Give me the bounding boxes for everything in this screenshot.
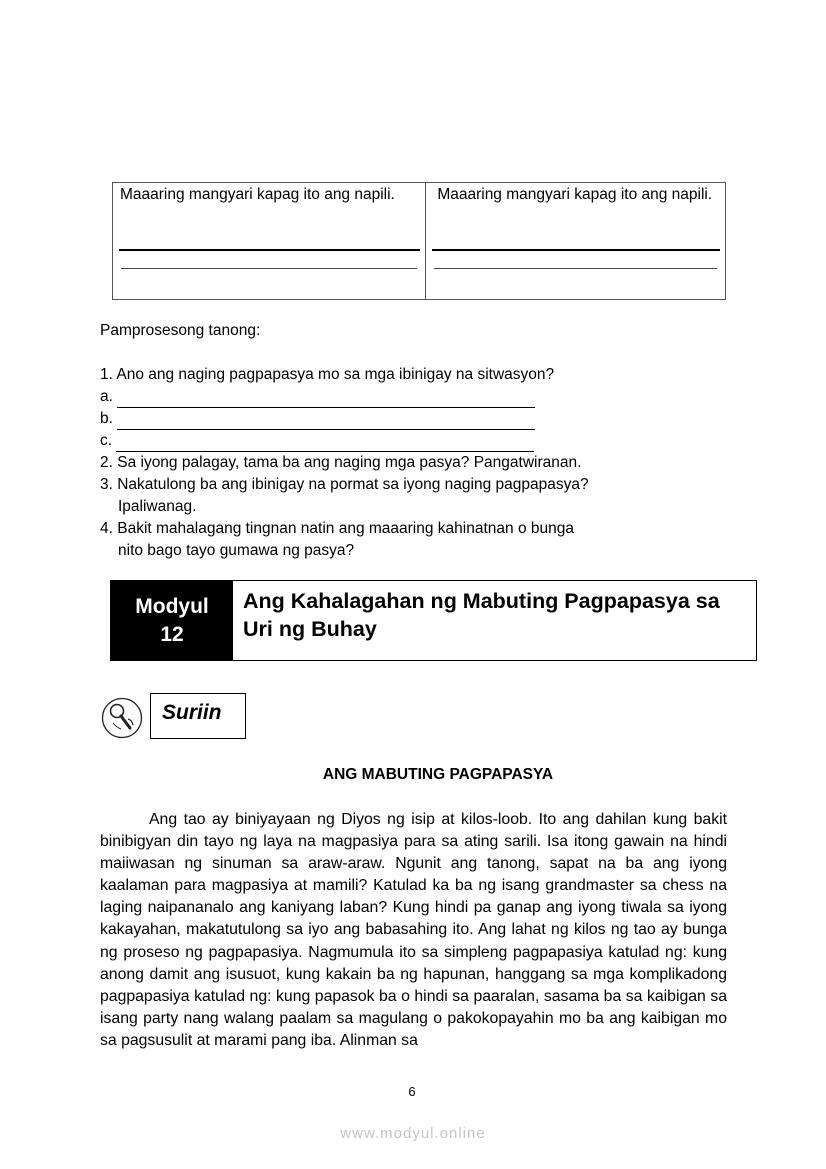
choice-cell-left (113, 183, 426, 299)
page-number (0, 1084, 826, 1099)
processing-questions (100, 320, 589, 562)
page-number-text: 6 (408, 1084, 416, 1099)
blank-line (117, 391, 535, 408)
section-heading (0, 766, 826, 784)
module-title-line-1: Ang Kahalagahan ng Mabuting Pagpapasya sa (243, 589, 720, 613)
answer-blank-c (100, 430, 589, 452)
blank-label: b. (100, 410, 113, 427)
suriin-label: Suriin (162, 701, 222, 724)
blank-line (116, 435, 534, 452)
questions-title: Pamprosesong tanong: (100, 322, 261, 339)
blank-line (117, 413, 535, 430)
question-4: 4. Bakit mahalagang tingnan natin ang maaaring kahinatnan o bunga (100, 520, 574, 537)
answer-blank-a (100, 386, 589, 408)
question-3: 3. Nakatulong ba ang ibinigay na pormat sa iyong naging pagpapasya? (100, 476, 589, 493)
module-number-label (111, 581, 233, 660)
question-1: 1. Ano ang naging pagpapasya mo sa mga ibinigay na sitwasyon? (100, 366, 555, 383)
answer-blank-b (100, 408, 589, 430)
module-number: 12 (160, 622, 184, 646)
answer-line (121, 268, 417, 269)
choice-cell-left-text: Maaaring mangyari kapag ito ang napili. (120, 186, 395, 203)
blank-label: c. (100, 432, 113, 449)
question-2: 2. Sa iyong palagay, tama ba ang naging mga pasya? Pangatwiranan. (100, 454, 582, 471)
answer-line (432, 249, 720, 251)
suriin-label-box (150, 693, 246, 739)
section-heading-text: ANG MABUTING PAGPAPASYA (322, 766, 554, 783)
blank-label: a. (100, 388, 113, 405)
module-title (233, 581, 756, 660)
choice-cell-right-text: Maaaring mangyari kapag ito ang napili. (433, 186, 713, 203)
module-banner (110, 580, 757, 661)
question-4-continued: nito bago tayo gumawa ng pasya? (118, 542, 355, 559)
answer-line (434, 268, 717, 269)
question-3-continued: Ipaliwanag. (118, 498, 197, 515)
choice-table (112, 182, 726, 300)
watermark: www.modyul.online (340, 1125, 486, 1142)
choice-cell-right (426, 183, 725, 299)
magnifier-icon (101, 697, 143, 739)
answer-line (119, 249, 420, 251)
body-paragraph: Ang tao ay biniyayaan ng Diyos ng isip at kilos-loob. Ito ang dahilan kung bakit binibigyan din tayo ng laya na magpasiya para sa ating sarili. Isa itong gawain na hindi maiiwasan ng sinuman sa araw-araw. Ngunit ang tanong, sapat na ba ang iyong kaalaman para magpasiya at mamili? Katulad ka ba ng isang grandmaster sa chess na laging naipananalo ang kaniyang laban? Kung hindi pa ganap ang iyong tiwala sa iyong kakayahan, makatutulong sa iyo ang babasahing ito. Ang lahat ng kilos ng tao ay bunga ng proseso ng pagpapasiya. Nagmumula ito sa simpleng pagpapasiya katulad ng: kung anong damit ang isusuot, kung kakain ba ng hapunan, hanggang sa mga komplikadong pagpapasiya katulad ng: kung papasok ba o hindi sa paaralan, sasama ba sa kaibigan sa isang party nang walang paalam sa magulang o pakokopayahin mo ba ang kaibigan mo sa pagsusulit at marami pang iba. Alinman sa (100, 811, 727, 1049)
module-title-line-2: Uri ng Buhay (243, 617, 377, 641)
module-label: Modyul (135, 594, 209, 618)
